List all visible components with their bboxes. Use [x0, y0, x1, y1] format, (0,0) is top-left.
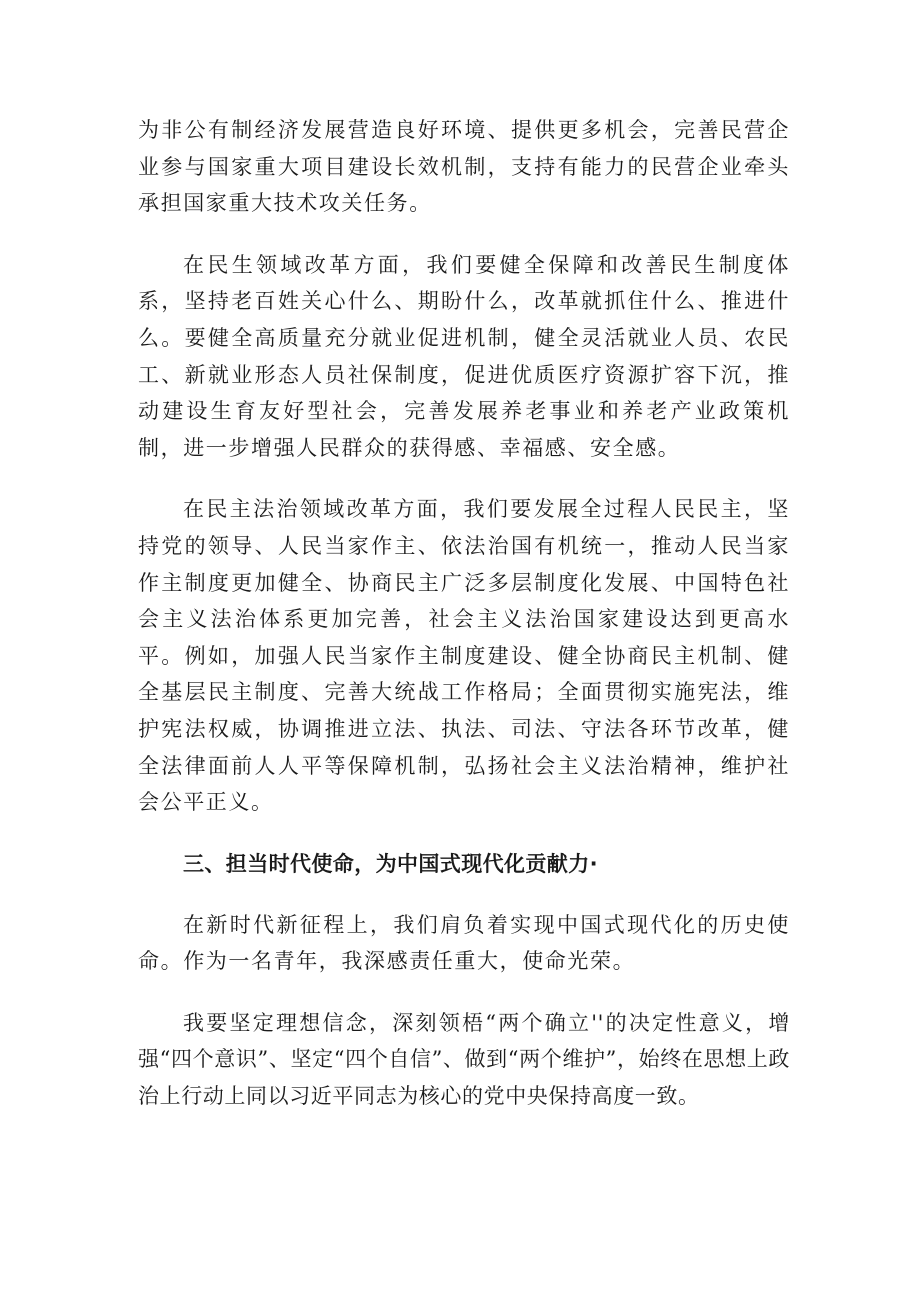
- paragraph-private-economy: 为非公有制经济发展营造良好环境、提供更多机会，完善民营企业参与国家重大项目建设长效机制，支持有能力的民营企业牵头承担国家重大技术攻关任务。: [138, 118, 790, 216]
- paragraph-democracy-rule-of-law: 在民主法治领域改革方面，我们要发展全过程人民民主，坚持党的领导、人民当家作主、依法治国有机统一，推动人民当家作主制度更加健全、协商民主广泛多层制度化发展、中国特色社会主义法治体系更加完善，社会主义法治国家建设达到更高水平。例如，加强人民当家作主制度建设、健全协商民主机制、健全基层民主制度、完善大统战工作格局；全面贯彻实施宪法，维护宪法权威，协调推进立法、执法、司法、守法各环节改革，健全法律面前人人平等保障机制，弘扬社会主义法治精神，维护社会公平正义。: [138, 497, 790, 815]
- paragraph-ideals-beliefs: 我要坚定理想信念，深刻领梧“两个确立''的决定性意义，增强“四个意识”、坚定“四个自信”、做到“两个维护”，始终在思想上政治上行动上同以习近平同志为核心的党中央保持高度一致。: [138, 1010, 790, 1109]
- section-heading: 三、担当时代使命，为中国式现代化贡献力·: [183, 851, 598, 876]
- paragraph-historic-mission: 在新时代新征程上，我们肩负着实现中国式现代化的历史使命。作为一名青年，我深感责任重大，使命光荣。: [138, 912, 790, 974]
- paragraph-livelihood-reform: 在民生领域改革方面，我们要健全保障和改善民生制度体系，坚持老百姓关心什么、期盼什么，改革就抓住什么、推进什么。要健全高质量充分就业促进机制，健全灵活就业人员、农民工、新就业形态人员社保制度，促进优质医疗资源扩容下沉，推动建设生育友好型社会，完善发展养老事业和养老产业政策机制，进一步增强人民群众的获得感、幸福感、安全感。: [138, 252, 790, 460]
- document-body: [138, 112, 790, 1115]
